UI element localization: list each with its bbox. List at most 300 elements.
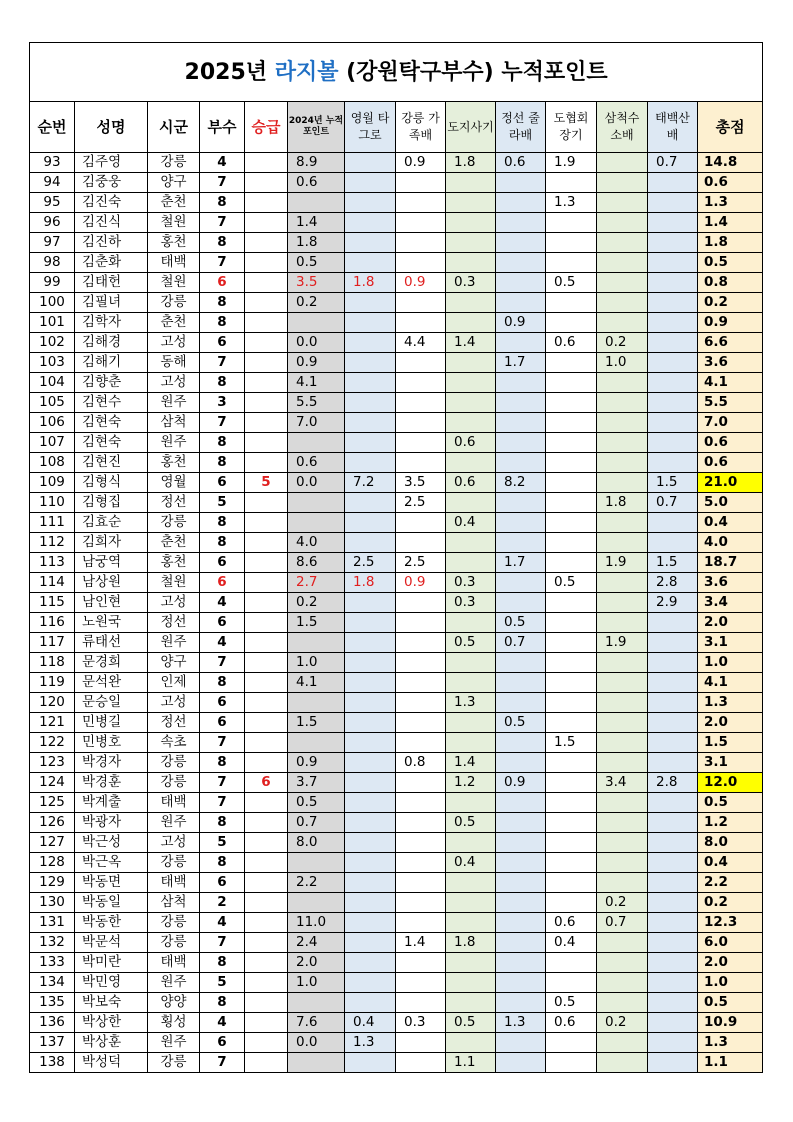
cell-total: 1.3	[698, 193, 763, 213]
cell-ev1	[345, 933, 396, 953]
cell-ev4	[496, 173, 546, 193]
table-row	[30, 373, 763, 393]
cell-ev1	[345, 173, 396, 193]
cell-name: 민병길	[75, 713, 148, 733]
cell-ev1	[345, 313, 396, 333]
cell-ev3	[446, 413, 496, 433]
cell-name: 김향춘	[75, 373, 148, 393]
cell-ev7: 1.5	[648, 553, 698, 573]
cell-ev7: 0.7	[648, 493, 698, 513]
cell-no: 127	[30, 833, 75, 853]
cell-city: 속초	[148, 733, 200, 753]
cell-city: 원주	[148, 393, 200, 413]
cell-cum	[288, 733, 345, 753]
cell-city: 영월	[148, 473, 200, 493]
cell-ev3	[446, 253, 496, 273]
cell-ev4	[496, 913, 546, 933]
cell-promo	[245, 413, 288, 433]
cell-total: 4.0	[698, 533, 763, 553]
cell-ev4	[496, 213, 546, 233]
cell-total: 0.4	[698, 513, 763, 533]
cell-cum: 1.5	[288, 713, 345, 733]
header-ev4: 정선 줄라배	[496, 102, 546, 153]
cell-ev7	[648, 273, 698, 293]
cell-ev7	[648, 673, 698, 693]
cell-bu: 7	[200, 413, 245, 433]
cell-ev3	[446, 953, 496, 973]
cell-ev1	[345, 493, 396, 513]
cell-cum: 7.0	[288, 413, 345, 433]
cell-ev3	[446, 533, 496, 553]
cell-name: 류태선	[75, 633, 148, 653]
cell-ev2	[396, 233, 446, 253]
cell-city: 원주	[148, 813, 200, 833]
table-row	[30, 713, 763, 733]
cell-cum: 2.2	[288, 873, 345, 893]
cell-total: 6.0	[698, 933, 763, 953]
cell-ev3: 1.2	[446, 773, 496, 793]
cell-ev6	[597, 1053, 648, 1073]
cell-ev2	[396, 213, 446, 233]
cell-ev5	[546, 213, 597, 233]
cell-ev3: 0.5	[446, 813, 496, 833]
cell-no: 107	[30, 433, 75, 453]
cell-ev6	[597, 453, 648, 473]
cell-ev6	[597, 593, 648, 613]
cell-ev6	[597, 473, 648, 493]
cell-ev2	[396, 653, 446, 673]
cell-ev5	[546, 553, 597, 573]
header-no: 순번	[30, 102, 75, 153]
cell-ev1: 2.5	[345, 553, 396, 573]
cell-name: 남상원	[75, 573, 148, 593]
cell-bu: 8	[200, 953, 245, 973]
cell-total: 12.3	[698, 913, 763, 933]
cell-no: 103	[30, 353, 75, 373]
cell-promo	[245, 653, 288, 673]
cell-ev1	[345, 233, 396, 253]
cell-total: 3.6	[698, 353, 763, 373]
cell-total: 8.0	[698, 833, 763, 853]
cell-ev4: 0.5	[496, 713, 546, 733]
cell-ev6	[597, 813, 648, 833]
cell-ev2	[396, 433, 446, 453]
cell-name: 문경희	[75, 653, 148, 673]
cell-city: 태백	[148, 253, 200, 273]
cell-ev6	[597, 733, 648, 753]
table-row	[30, 993, 763, 1013]
cell-ev6	[597, 873, 648, 893]
cell-name: 박근옥	[75, 853, 148, 873]
cell-ev5	[546, 973, 597, 993]
cell-name: 남인현	[75, 593, 148, 613]
cell-cum: 0.2	[288, 293, 345, 313]
cell-promo	[245, 733, 288, 753]
table-row	[30, 633, 763, 653]
cell-ev2	[396, 253, 446, 273]
cell-ev5: 1.5	[546, 733, 597, 753]
header-row	[30, 102, 763, 153]
cell-total: 0.6	[698, 433, 763, 453]
page-title: 2025년 라지볼 (강원탁구부수) 누적포인트	[30, 43, 763, 102]
cell-ev2	[396, 873, 446, 893]
cell-name: 박광자	[75, 813, 148, 833]
cell-ev6	[597, 1033, 648, 1053]
cell-ev3	[446, 293, 496, 313]
cell-ev2	[396, 993, 446, 1013]
cell-promo	[245, 953, 288, 973]
cell-ev1	[345, 873, 396, 893]
cell-total: 0.2	[698, 893, 763, 913]
cell-bu: 8	[200, 193, 245, 213]
cell-name: 김효순	[75, 513, 148, 533]
cell-ev3: 1.8	[446, 933, 496, 953]
cell-cum	[288, 433, 345, 453]
cell-ev3: 0.4	[446, 853, 496, 873]
cell-promo	[245, 513, 288, 533]
cell-no: 113	[30, 553, 75, 573]
cell-name: 문석완	[75, 673, 148, 693]
cell-name: 김진숙	[75, 193, 148, 213]
cell-bu: 7	[200, 933, 245, 953]
cell-ev5	[546, 393, 597, 413]
cell-cum	[288, 1053, 345, 1073]
cell-bu: 6	[200, 553, 245, 573]
table-row	[30, 613, 763, 633]
cell-total: 0.6	[698, 173, 763, 193]
cell-ev2	[396, 613, 446, 633]
cell-ev7	[648, 853, 698, 873]
cell-bu: 6	[200, 333, 245, 353]
cell-cum: 1.0	[288, 973, 345, 993]
cell-ev5	[546, 753, 597, 773]
cell-ev5	[546, 653, 597, 673]
title-row	[30, 43, 763, 102]
cell-ev4	[496, 953, 546, 973]
cell-bu: 6	[200, 613, 245, 633]
cell-promo	[245, 673, 288, 693]
cell-city: 홍천	[148, 233, 200, 253]
cell-ev2	[396, 173, 446, 193]
cell-city: 원주	[148, 433, 200, 453]
cell-name: 박근성	[75, 833, 148, 853]
cell-ev1	[345, 613, 396, 633]
cell-ev5	[546, 313, 597, 333]
cell-no: 132	[30, 933, 75, 953]
cell-total: 0.2	[698, 293, 763, 313]
cell-no: 128	[30, 853, 75, 873]
cell-city: 강릉	[148, 933, 200, 953]
cell-ev4: 1.7	[496, 553, 546, 573]
cell-ev4	[496, 1033, 546, 1053]
cell-ev3: 1.3	[446, 693, 496, 713]
cell-ev2	[396, 1033, 446, 1053]
cell-promo	[245, 153, 288, 173]
cell-ev1	[345, 373, 396, 393]
cell-ev7	[648, 873, 698, 893]
cell-ev7	[648, 733, 698, 753]
cell-city: 철원	[148, 273, 200, 293]
cell-ev3	[446, 793, 496, 813]
cell-cum: 4.0	[288, 533, 345, 553]
cell-ev2: 4.4	[396, 333, 446, 353]
cell-cum: 0.6	[288, 173, 345, 193]
cell-total: 7.0	[698, 413, 763, 433]
table-row	[30, 1033, 763, 1053]
cell-ev1: 7.2	[345, 473, 396, 493]
cell-ev7	[648, 833, 698, 853]
cell-city: 고성	[148, 693, 200, 713]
cell-ev6: 1.9	[597, 553, 648, 573]
cell-ev3	[446, 373, 496, 393]
cell-ev2	[396, 973, 446, 993]
cell-cum	[288, 633, 345, 653]
table-row	[30, 293, 763, 313]
cell-ev2	[396, 713, 446, 733]
cell-total: 1.2	[698, 813, 763, 833]
cell-ev7: 0.7	[648, 153, 698, 173]
cell-ev4	[496, 193, 546, 213]
cell-name: 김해기	[75, 353, 148, 373]
cell-cum: 0.0	[288, 473, 345, 493]
cell-total: 1.3	[698, 693, 763, 713]
cell-ev3: 1.1	[446, 1053, 496, 1073]
cell-ev7	[648, 973, 698, 993]
cell-ev2	[396, 773, 446, 793]
cell-ev2	[396, 593, 446, 613]
cell-promo	[245, 1053, 288, 1073]
cell-city: 인제	[148, 673, 200, 693]
header-total: 총점	[698, 102, 763, 153]
cell-ev3	[446, 213, 496, 233]
cell-no: 116	[30, 613, 75, 633]
cell-ev3: 1.4	[446, 753, 496, 773]
cell-ev6	[597, 193, 648, 213]
cell-ev3	[446, 233, 496, 253]
cell-ev7	[648, 793, 698, 813]
cell-no: 105	[30, 393, 75, 413]
cell-ev5	[546, 693, 597, 713]
header-bu: 부수	[200, 102, 245, 153]
cell-ev4: 0.5	[496, 613, 546, 633]
cell-city: 홍천	[148, 553, 200, 573]
cell-ev4	[496, 793, 546, 813]
cell-bu: 4	[200, 153, 245, 173]
cell-ev1	[345, 753, 396, 773]
table-row	[30, 153, 763, 173]
cell-cum: 0.0	[288, 333, 345, 353]
cell-city: 고성	[148, 333, 200, 353]
cell-no: 138	[30, 1053, 75, 1073]
cell-name: 박상훈	[75, 1033, 148, 1053]
table-row	[30, 953, 763, 973]
header-ev3: 도지사기	[446, 102, 496, 153]
cell-ev5	[546, 173, 597, 193]
cell-promo	[245, 253, 288, 273]
cell-ev4	[496, 873, 546, 893]
cell-promo	[245, 533, 288, 553]
cell-city: 원주	[148, 1033, 200, 1053]
cell-no: 111	[30, 513, 75, 533]
cell-ev3	[446, 993, 496, 1013]
cell-ev7	[648, 813, 698, 833]
cell-ev2	[396, 953, 446, 973]
cell-ev4	[496, 893, 546, 913]
cell-name: 노원국	[75, 613, 148, 633]
cell-city: 양구	[148, 653, 200, 673]
cell-total: 0.9	[698, 313, 763, 333]
cell-promo	[245, 493, 288, 513]
cell-ev1	[345, 953, 396, 973]
cell-no: 129	[30, 873, 75, 893]
cell-ev6	[597, 513, 648, 533]
cell-name: 김중웅	[75, 173, 148, 193]
cell-ev1	[345, 833, 396, 853]
cell-ev6: 1.8	[597, 493, 648, 513]
cell-ev4: 0.9	[496, 773, 546, 793]
cell-city: 삼척	[148, 893, 200, 913]
cell-ev7	[648, 413, 698, 433]
cell-promo: 6	[245, 773, 288, 793]
cell-ev3	[446, 613, 496, 633]
cell-ev5	[546, 253, 597, 273]
cell-bu: 6	[200, 693, 245, 713]
cell-cum: 0.6	[288, 453, 345, 473]
cell-ev5: 0.6	[546, 333, 597, 353]
header-promo: 승급	[245, 102, 288, 153]
cell-ev3	[446, 713, 496, 733]
cell-ev4	[496, 853, 546, 873]
cell-ev4	[496, 1053, 546, 1073]
cell-promo	[245, 233, 288, 253]
cell-bu: 8	[200, 313, 245, 333]
cell-ev6	[597, 653, 648, 673]
cell-ev5	[546, 353, 597, 373]
cell-bu: 8	[200, 813, 245, 833]
cell-name: 박동일	[75, 893, 148, 913]
cell-no: 133	[30, 953, 75, 973]
cell-total: 14.8	[698, 153, 763, 173]
cell-name: 남궁역	[75, 553, 148, 573]
cell-ev5: 0.5	[546, 273, 597, 293]
cell-ev2	[396, 533, 446, 553]
cell-cum: 8.6	[288, 553, 345, 573]
cell-no: 94	[30, 173, 75, 193]
cell-ev7: 2.9	[648, 593, 698, 613]
cell-ev5: 0.6	[546, 1013, 597, 1033]
cell-ev3	[446, 653, 496, 673]
cell-promo	[245, 913, 288, 933]
cell-ev5	[546, 233, 597, 253]
cell-promo	[245, 293, 288, 313]
cell-city: 철원	[148, 573, 200, 593]
cell-no: 119	[30, 673, 75, 693]
cell-promo	[245, 273, 288, 293]
cell-ev7	[648, 533, 698, 553]
cell-ev7	[648, 1053, 698, 1073]
cell-total: 5.5	[698, 393, 763, 413]
cell-promo	[245, 973, 288, 993]
cell-ev1	[345, 453, 396, 473]
cell-ev4: 1.7	[496, 353, 546, 373]
cell-cum	[288, 993, 345, 1013]
table-row	[30, 893, 763, 913]
cell-city: 원주	[148, 633, 200, 653]
cell-ev3	[446, 353, 496, 373]
cell-name: 박경자	[75, 753, 148, 773]
cell-bu: 4	[200, 593, 245, 613]
cell-name: 김현숙	[75, 433, 148, 453]
cell-ev3	[446, 733, 496, 753]
cell-no: 98	[30, 253, 75, 273]
cell-ev2	[396, 353, 446, 373]
cell-ev6	[597, 273, 648, 293]
cell-ev4	[496, 673, 546, 693]
cell-ev5	[546, 833, 597, 853]
cell-promo	[245, 213, 288, 233]
table-row	[30, 873, 763, 893]
cell-promo	[245, 873, 288, 893]
cell-ev3: 0.5	[446, 1013, 496, 1033]
table-row	[30, 693, 763, 713]
cell-ev7	[648, 433, 698, 453]
cell-ev7	[648, 313, 698, 333]
cell-ev3: 1.8	[446, 153, 496, 173]
cell-name: 박동면	[75, 873, 148, 893]
cell-bu: 6	[200, 273, 245, 293]
cell-ev2	[396, 813, 446, 833]
cell-ev6	[597, 573, 648, 593]
cell-ev6	[597, 213, 648, 233]
cell-cum	[288, 893, 345, 913]
cell-name: 김필녀	[75, 293, 148, 313]
cell-ev5	[546, 873, 597, 893]
cell-bu: 7	[200, 653, 245, 673]
cell-promo	[245, 713, 288, 733]
cell-bu: 7	[200, 1053, 245, 1073]
cell-ev4	[496, 393, 546, 413]
cell-ev1	[345, 793, 396, 813]
cell-city: 원주	[148, 973, 200, 993]
cell-ev4	[496, 493, 546, 513]
cell-total: 21.0	[698, 473, 763, 493]
cell-promo	[245, 393, 288, 413]
cell-total: 5.0	[698, 493, 763, 513]
cell-total: 1.1	[698, 1053, 763, 1073]
table-row	[30, 233, 763, 253]
cell-bu: 6	[200, 573, 245, 593]
cell-name: 김희자	[75, 533, 148, 553]
cell-no: 131	[30, 913, 75, 933]
cell-bu: 6	[200, 873, 245, 893]
cell-ev4: 0.7	[496, 633, 546, 653]
cell-cum: 1.5	[288, 613, 345, 633]
cell-cum: 0.2	[288, 593, 345, 613]
cell-promo	[245, 833, 288, 853]
table-row	[30, 753, 763, 773]
cell-total: 3.6	[698, 573, 763, 593]
cell-ev7	[648, 933, 698, 953]
cell-city: 태백	[148, 953, 200, 973]
cell-cum: 1.4	[288, 213, 345, 233]
table-row	[30, 793, 763, 813]
cell-ev3	[446, 553, 496, 573]
cell-cum	[288, 513, 345, 533]
cell-ev7	[648, 993, 698, 1013]
cell-bu: 4	[200, 913, 245, 933]
cell-ev1	[345, 733, 396, 753]
cell-promo	[245, 993, 288, 1013]
